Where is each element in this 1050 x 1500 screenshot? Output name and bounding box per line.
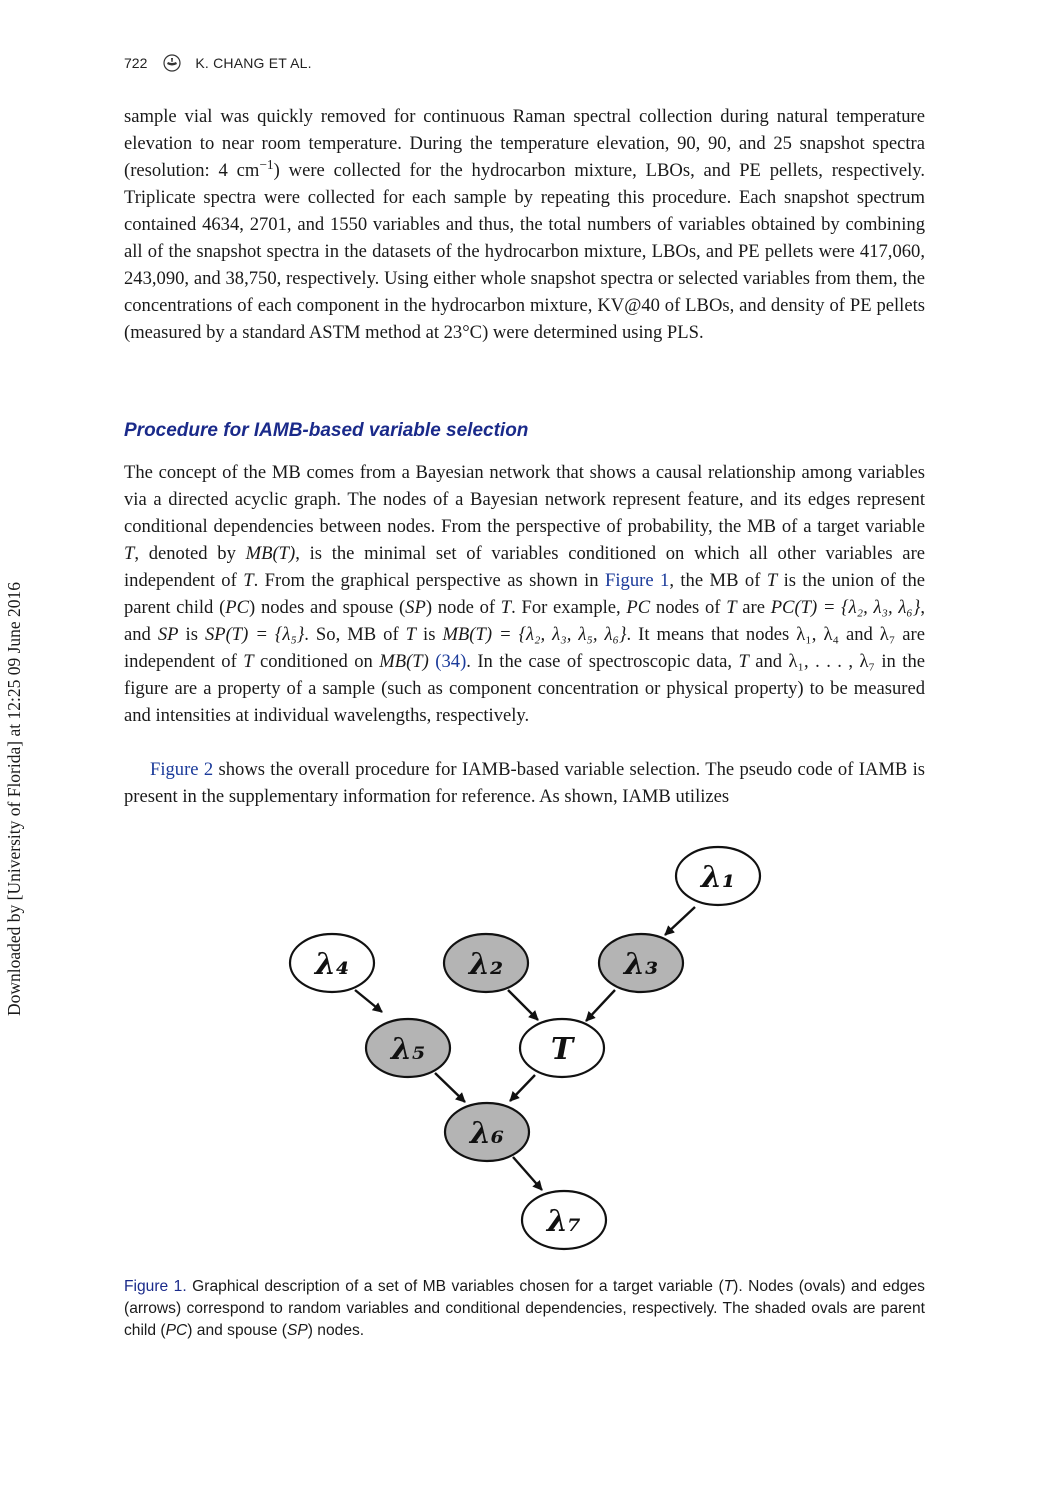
node-label-l6: λ₆ bbox=[469, 1116, 505, 1151]
node-label-l5: λ₅ bbox=[390, 1032, 426, 1067]
caption-label: Figure 1. bbox=[124, 1278, 187, 1295]
figure-1-link[interactable]: Figure 1 bbox=[605, 570, 670, 591]
download-watermark: Downloaded by [University of Florida] at 12:25 09 June 2016 bbox=[4, 581, 24, 1016]
node-label-l7: λ₇ bbox=[546, 1204, 582, 1239]
running-header bbox=[124, 52, 312, 74]
node-label-l2: λ₂ bbox=[468, 947, 504, 982]
edge-l2-t bbox=[508, 990, 538, 1020]
edge-l5-l6 bbox=[435, 1073, 465, 1102]
bayesian-network-figure bbox=[270, 840, 790, 1260]
edge-l4-l5 bbox=[355, 990, 382, 1012]
publisher-logo-icon bbox=[163, 54, 181, 72]
figure-1-caption: Figure 1. Graphical description of a set of MB variables chosen for a target variable (T). Nodes (ovals) and edges (arrows) correspond to random variables and conditional dependencies, respectively. The shaded ovals are parent child (PC) and spouse (SP) nodes. bbox=[124, 1278, 925, 1339]
node-label-t: T bbox=[550, 1032, 574, 1067]
figure-2-link[interactable]: Figure 2 bbox=[150, 759, 214, 780]
section-heading: Procedure for IAMB-based variable selection bbox=[124, 420, 529, 441]
edge-l1-l3 bbox=[665, 907, 695, 935]
running-header-authors: K. CHANG ET AL. bbox=[195, 55, 312, 71]
edge-l3-t bbox=[586, 990, 615, 1021]
page-number: 722 bbox=[124, 55, 148, 71]
edge-l6-l7 bbox=[513, 1157, 542, 1190]
paragraph-1: sample vial was quickly removed for continuous Raman spectral collection during natural temperature elevation to near room temperature. During the temperature elevation, 90, 90, and 25 snapshot spectra (resolution: 4 $cm^{-1}$) were collected for the hydrocarbon mixture, LBOs, and PE pellets, respectively. Triplicate spectra were collected for each sample by repeating this procedure. Each snapshot spectrum contained 4634, 2701, and 1550 variables and thus, the total numbers of variables obtained by combining all of the snapshot spectra in the datasets of the hydrocarbon mixture, LBOs, and PE pellets were 417,060, 243,090, and 38,750, respectively. Using either whole snapshot spectra or selected variables from them, the concentrations of each component in the hydrocarbon mixture, KV@40 of LBOs, and density of PE pellets (measured by a standard ASTM method at 23°C) were determined using PLS. bbox=[124, 106, 925, 343]
edge-t-l6 bbox=[510, 1075, 535, 1101]
node-label-l3: λ₃ bbox=[623, 947, 659, 982]
reference-34-link[interactable]: (34) bbox=[435, 651, 467, 672]
node-label-l1: λ₁ bbox=[700, 860, 736, 895]
paragraph-2: The concept of the MB comes from a Bayesian network that shows a causal relationship among variables via a directed acyclic graph. The nodes of a Bayesian network represent feature, and its edges represent conditional dependencies between nodes. From the perspective of probability, the MB of a target variable T, denoted by MB(T), is the minimal set of variables conditioned on which all other variables are independent of T. From the graphical perspective as shown in Figure 1, the MB of T is the union of the parent child (PC) nodes and spouse (SP) node of T. For example, PC nodes of T are PC(T) = {λ₂, λ₃, λ₆}, and SP is SP(T) = {λ₅}. So, MB of T is MB(T) = {λ₂, λ₃, λ₅, λ₆}. It means that nodes λ₁, λ₄ and λ₇ are independent of T conditioned on MB(T) (34). In the case of spectroscopic data, T and λ₁, . . . , λ₇ in the figure are a property of a sample (such as component concentration or physical property) to be measured and intensities at individual wavelengths, respectively. bbox=[124, 462, 926, 726]
paragraph-3: Figure 2 shows the overall procedure for IAMB-based variable selection. The pseudo code of IAMB is present in the supplementary information for reference. As shown, IAMB utilizes bbox=[124, 759, 925, 807]
node-label-l4: λ₄ bbox=[314, 947, 350, 982]
